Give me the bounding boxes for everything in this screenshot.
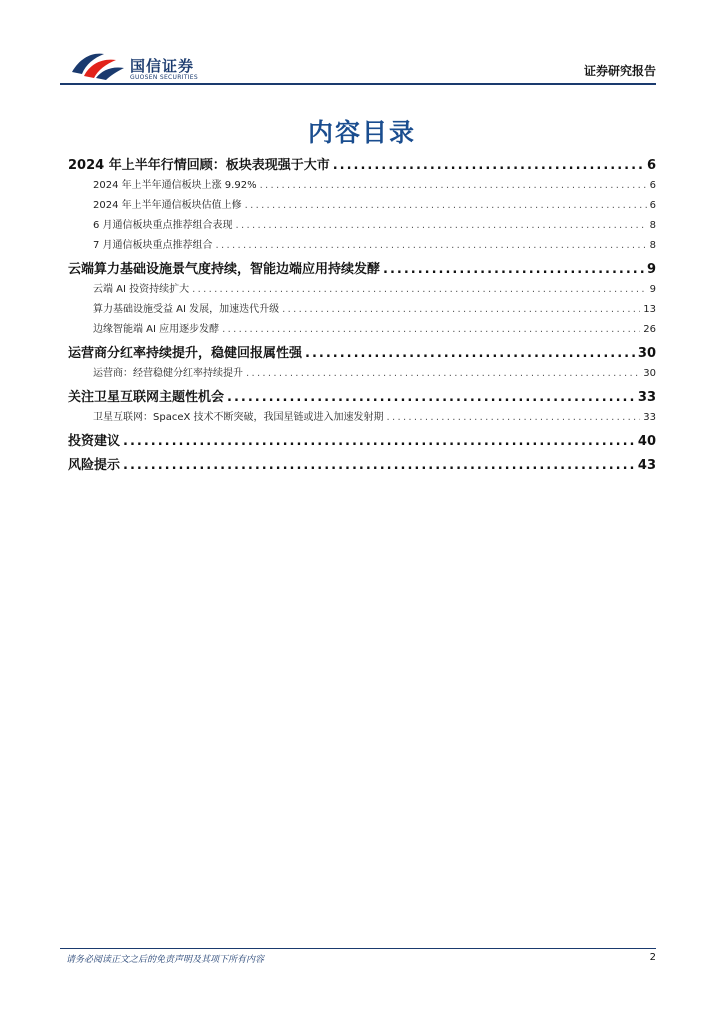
toc-entry-text: 风险提示 [68, 458, 121, 473]
toc-entry-text: 运营商分红率持续提升，稳健回报属性强 [68, 346, 303, 361]
toc-leader-dots [245, 196, 647, 216]
page-number: 2 [649, 952, 656, 963]
toc-entry-page: 13 [643, 304, 656, 315]
toc-leader-dots [123, 455, 635, 476]
toc-leader-dots [222, 320, 640, 340]
logo-text-cn: 国信证券 [130, 57, 195, 75]
toc-leader-dots [383, 259, 644, 280]
toc-entry-page: 9 [649, 284, 656, 295]
toc-entry-page: 6 [649, 180, 656, 191]
guosen-logo-icon [70, 50, 126, 82]
toc-entry-text: 云端 AI 投资持续扩大 [93, 284, 190, 295]
toc-title: 内容目录 [307, 118, 416, 147]
toc-entry[interactable] [68, 236, 656, 256]
report-type-label: 证券研究报告 [583, 64, 656, 78]
toc-leader-dots [192, 280, 646, 300]
toc-leader-dots [246, 364, 640, 384]
toc-entry-page: 9 [646, 262, 656, 277]
toc-entry-text: 关注卫星互联网主题性机会 [68, 390, 225, 405]
table-of-contents [68, 152, 656, 476]
toc-leader-dots [227, 387, 635, 408]
toc-entry-page: 8 [649, 240, 656, 251]
toc-entry-text: 2024 年上半年通信板块上涨 9.92% [93, 180, 257, 191]
toc-entry[interactable] [68, 408, 656, 428]
toc-leader-dots [216, 236, 647, 256]
toc-entry[interactable] [68, 364, 656, 384]
toc-entry-text: 边缘智能端 AI 应用逐步发酵 [93, 324, 220, 335]
toc-leader-dots [305, 343, 635, 364]
footer-disclaimer: 请务必阅读正文之后的免责声明及其项下所有内容 [66, 955, 265, 965]
toc-entry-page: 33 [643, 412, 656, 423]
toc-entry-text: 7 月通信板块重点推荐组合 [93, 240, 213, 251]
toc-entry-page: 33 [637, 390, 656, 405]
toc-entry[interactable] [68, 196, 656, 216]
toc-leader-dots [333, 155, 644, 176]
toc-entry[interactable] [68, 320, 656, 340]
page-header [60, 48, 656, 84]
toc-leader-dots [387, 408, 641, 428]
toc-entry-page: 26 [643, 324, 656, 335]
toc-leader-dots [282, 300, 640, 320]
toc-entry-text: 云端算力基础设施景气度持续，智能边端应用持续发酵 [68, 262, 381, 277]
toc-entry[interactable] [68, 259, 656, 280]
footer-divider [60, 948, 656, 949]
toc-entry-text: 卫星互联网：SpaceX 技术不断突破，我国星链或进入加速发射期 [93, 412, 384, 423]
toc-entry[interactable] [68, 176, 656, 196]
toc-entry-text: 运营商：经营稳健分红率持续提升 [93, 368, 243, 379]
toc-entry[interactable] [68, 431, 656, 452]
toc-entry-page: 6 [649, 200, 656, 211]
toc-entry[interactable] [68, 155, 656, 176]
logo-text-en: GUOSEN SECURITIES [130, 74, 199, 81]
toc-leader-dots [260, 176, 647, 196]
toc-entry[interactable] [68, 280, 656, 300]
toc-entry[interactable] [68, 343, 656, 364]
toc-entry-page: 6 [646, 158, 656, 173]
toc-entry-page: 40 [637, 434, 656, 449]
toc-entry[interactable] [68, 216, 656, 236]
header-divider [60, 83, 656, 85]
toc-entry-text: 2024 年上半年行情回顾：板块表现强于大市 [68, 158, 330, 173]
toc-entry-page: 8 [649, 220, 656, 231]
toc-entry-text: 投资建议 [68, 434, 121, 449]
guosen-logo [70, 50, 270, 84]
toc-entry-page: 30 [637, 346, 656, 361]
toc-entry[interactable] [68, 300, 656, 320]
toc-entry-text: 2024 年上半年通信板块估值上修 [93, 200, 242, 211]
toc-entry-text: 算力基础设施受益 AI 发展，加速迭代升级 [93, 304, 280, 315]
toc-entry[interactable] [68, 455, 656, 476]
toc-leader-dots [123, 431, 635, 452]
toc-entry-text: 6 月通信板块重点推荐组合表现 [93, 220, 233, 231]
toc-entry-page: 43 [637, 458, 656, 473]
toc-entry-page: 30 [643, 368, 656, 379]
toc-leader-dots [236, 216, 647, 236]
toc-entry[interactable] [68, 387, 656, 408]
